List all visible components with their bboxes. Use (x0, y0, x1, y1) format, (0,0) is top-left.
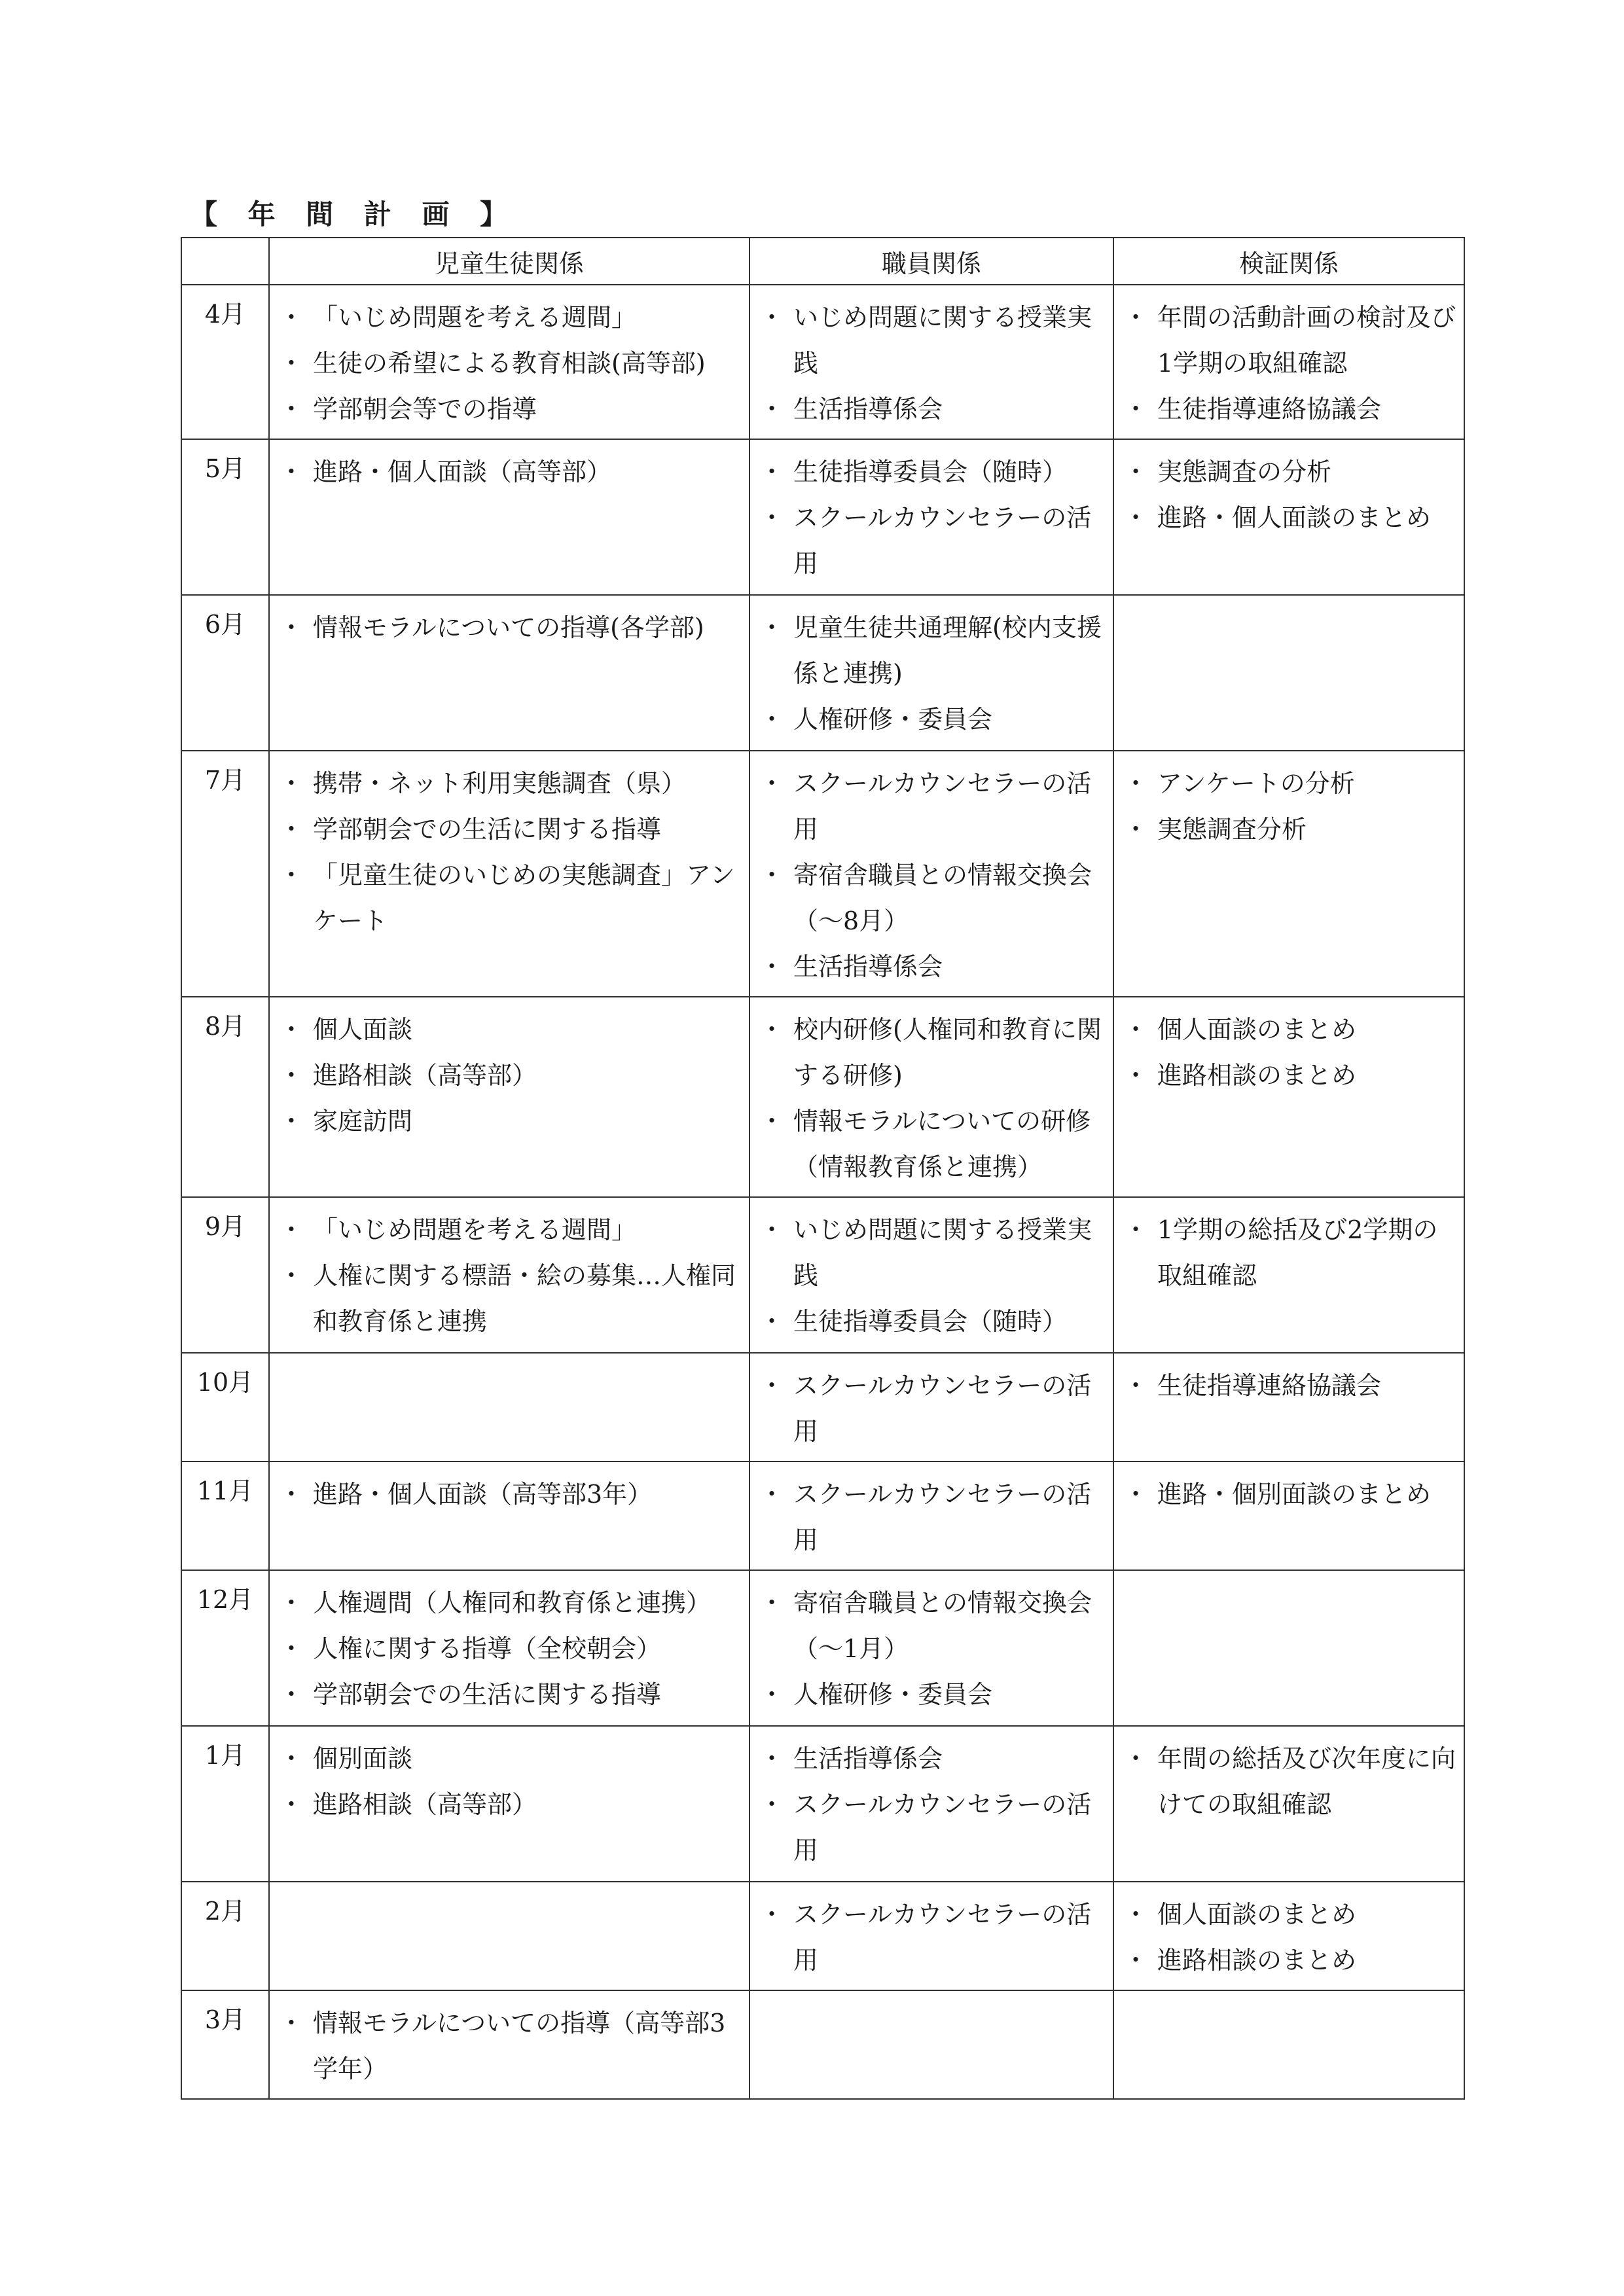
page-title: 【 年 間 計 画 】 (190, 198, 518, 230)
item-text: 進路・個人面談（高等部） (313, 457, 612, 486)
bullet-icon: ・ (279, 457, 304, 486)
bullet-icon: ・ (759, 1680, 785, 1709)
month-cell: 1月 (181, 1726, 269, 1882)
student-cell (269, 439, 749, 595)
bullet-icon: ・ (1123, 1946, 1149, 1975)
item-text: 学部朝会等での指導 (313, 395, 537, 423)
bullet-icon: ・ (759, 861, 785, 889)
item-text: 生徒指導連絡協議会 (1157, 1371, 1382, 1400)
student-cell (269, 1882, 749, 1990)
bullet-icon: ・ (759, 1588, 785, 1617)
bullet-icon: ・ (1123, 1744, 1149, 1773)
table-row (181, 285, 1464, 439)
list-item (759, 1471, 1109, 1563)
item-text: 進路相談（高等部） (313, 1061, 537, 1090)
staff-cell (749, 1882, 1113, 1990)
verify-cell (1113, 439, 1464, 595)
list-item (279, 1207, 745, 1253)
verify-cell (1113, 595, 1464, 751)
list-item (279, 449, 745, 495)
bullet-icon: ・ (279, 1215, 304, 1244)
bullet-icon: ・ (759, 1790, 785, 1819)
list-item (279, 1580, 745, 1626)
list-item (759, 1782, 1109, 1873)
student-cell (269, 1197, 749, 1353)
item-text: 生徒指導委員会（随時） (793, 1307, 1068, 1336)
verify-cell (1113, 1882, 1464, 1990)
bullet-icon: ・ (759, 303, 785, 332)
item-text: スクールカウンセラーの活用 (793, 1480, 1092, 1554)
bullet-icon: ・ (759, 1900, 785, 1929)
bullet-icon: ・ (279, 395, 304, 423)
student-list (279, 1471, 745, 1517)
list-item (1123, 806, 1460, 852)
bullet-icon: ・ (1123, 303, 1149, 332)
annual-plan-table (181, 237, 1465, 2100)
item-text: 人権に関する標語・絵の募集…人権同和教育係と連携 (313, 1261, 736, 1336)
list-item (279, 1782, 745, 1827)
item-text: 学部朝会での生活に関する指導 (313, 1680, 662, 1709)
table-row (181, 1990, 1464, 2099)
verify-cell (1113, 1462, 1464, 1570)
table-row (181, 1570, 1464, 1726)
table-row (181, 595, 1464, 751)
item-text: 生活指導係会 (793, 952, 943, 981)
list-item (279, 852, 745, 944)
list-item (759, 1892, 1109, 1983)
item-text: 「いじめ問題を考える週間」 (313, 303, 637, 332)
item-text: 実態調査の分析 (1157, 457, 1332, 486)
bullet-icon: ・ (279, 1015, 304, 1044)
bullet-icon: ・ (279, 613, 304, 642)
bullet-icon: ・ (279, 349, 304, 378)
item-text: 年間の総括及び次年度に向けての取組確認 (1157, 1744, 1456, 1819)
student-cell (269, 751, 749, 997)
bullet-icon: ・ (759, 1744, 785, 1773)
table-row (181, 1462, 1464, 1570)
verify-cell (1113, 1990, 1464, 2099)
month-cell: 6月 (181, 595, 269, 751)
verify-cell (1113, 1353, 1464, 1462)
verify-cell (1113, 1726, 1464, 1882)
list-item (1123, 761, 1460, 806)
verify-list (1123, 1471, 1460, 1517)
staff-cell (749, 1197, 1113, 1353)
header-row (181, 238, 1464, 285)
item-text: 生徒指導連絡協議会 (1157, 395, 1382, 423)
table-row (181, 997, 1464, 1197)
student-cell (269, 1726, 749, 1882)
list-item (279, 1471, 745, 1517)
list-item (759, 1098, 1109, 1190)
item-text: 寄宿舎職員との情報交換会（～1月） (793, 1588, 1092, 1663)
bullet-icon: ・ (279, 1107, 304, 1136)
list-item (759, 696, 1109, 742)
item-text: 進路・個人面談のまとめ (1157, 503, 1432, 532)
table-row (181, 439, 1464, 595)
list-item (1123, 1471, 1460, 1517)
month-cell: 2月 (181, 1882, 269, 1990)
item-text: スクールカウンセラーの活用 (793, 1790, 1092, 1865)
list-item (1123, 386, 1460, 432)
month-cell: 9月 (181, 1197, 269, 1353)
staff-list (759, 605, 1109, 742)
table-row (181, 1726, 1464, 1882)
bullet-icon: ・ (1123, 1371, 1149, 1400)
staff-list (759, 1736, 1109, 1873)
list-item (1123, 1937, 1460, 1983)
list-item (1123, 295, 1460, 386)
bullet-icon: ・ (279, 1480, 304, 1509)
header-student: 児童生徒関係 (269, 238, 749, 285)
item-text: 進路相談（高等部） (313, 1790, 537, 1819)
bullet-icon: ・ (279, 2009, 304, 2037)
list-item (279, 386, 745, 432)
bullet-icon: ・ (279, 815, 304, 844)
student-list (279, 1580, 745, 1717)
table-row (181, 1197, 1464, 1353)
staff-cell (749, 1726, 1113, 1882)
bullet-icon: ・ (279, 1588, 304, 1617)
staff-list (759, 1580, 1109, 1717)
bullet-icon: ・ (279, 1261, 304, 1290)
bullet-icon: ・ (759, 705, 785, 734)
list-item (279, 2000, 745, 2092)
list-item (279, 605, 745, 651)
table-row (181, 1882, 1464, 1990)
list-item (279, 340, 745, 386)
item-text: 個人面談のまとめ (1157, 1900, 1357, 1929)
month-cell: 4月 (181, 285, 269, 439)
verify-cell (1113, 285, 1464, 439)
list-item (279, 1736, 745, 1782)
staff-list (759, 1007, 1109, 1190)
item-text: 学部朝会での生活に関する指導 (313, 815, 662, 844)
item-text: 個人面談 (313, 1015, 413, 1044)
list-item (1123, 1052, 1460, 1098)
list-item (759, 605, 1109, 696)
student-cell (269, 1353, 749, 1462)
month-cell: 7月 (181, 751, 269, 997)
student-list (279, 2000, 745, 2092)
student-list (279, 295, 745, 432)
bullet-icon: ・ (759, 613, 785, 642)
verify-list (1123, 1363, 1460, 1408)
student-list (279, 605, 745, 651)
staff-cell (749, 751, 1113, 997)
student-list (279, 761, 745, 944)
month-cell: 11月 (181, 1462, 269, 1570)
item-text: いじめ問題に関する授業実践 (793, 303, 1092, 378)
bullet-icon: ・ (279, 1790, 304, 1819)
item-text: 寄宿舎職員との情報交換会（～8月） (793, 861, 1092, 935)
bullet-icon: ・ (759, 952, 785, 981)
month-cell: 10月 (181, 1353, 269, 1462)
list-item (759, 1007, 1109, 1098)
bullet-icon: ・ (759, 1307, 785, 1336)
verify-list (1123, 761, 1460, 852)
verify-list (1123, 1207, 1460, 1299)
item-text: 個人面談のまとめ (1157, 1015, 1357, 1044)
list-item (759, 944, 1109, 990)
bullet-icon: ・ (1123, 1215, 1149, 1244)
list-item (279, 1626, 745, 1672)
item-text: 情報モラルについての研修（情報教育係と連携） (793, 1107, 1091, 1181)
header-month (181, 238, 269, 285)
table-row (181, 1353, 1464, 1462)
verify-cell (1113, 751, 1464, 997)
bullet-icon: ・ (1123, 815, 1149, 844)
list-item (279, 1253, 745, 1344)
bullet-icon: ・ (1123, 395, 1149, 423)
item-text: 「いじめ問題を考える週間」 (313, 1215, 637, 1244)
item-text: 進路相談のまとめ (1157, 1061, 1357, 1090)
item-text: 情報モラルについての指導(各学部) (313, 613, 704, 642)
list-item (759, 852, 1109, 944)
item-text: 携帯・ネット利用実態調査（県） (313, 769, 687, 798)
list-item (759, 295, 1109, 386)
bullet-icon: ・ (279, 861, 304, 889)
staff-list (759, 1363, 1109, 1454)
item-text: 人権週間（人権同和教育係と連携） (313, 1588, 712, 1617)
item-text: 児童生徒共通理解(校内支援係と連携) (793, 613, 1102, 688)
item-text: 生活指導係会 (793, 395, 943, 423)
bullet-icon: ・ (759, 395, 785, 423)
list-item (759, 495, 1109, 586)
month-cell: 5月 (181, 439, 269, 595)
verify-list (1123, 1736, 1460, 1827)
bullet-icon: ・ (759, 1371, 785, 1400)
staff-cell (749, 439, 1113, 595)
staff-list (759, 295, 1109, 432)
verify-list (1123, 1892, 1460, 1983)
item-text: 年間の活動計画の検討及び1学期の取組確認 (1157, 303, 1456, 378)
bullet-icon: ・ (1123, 1480, 1149, 1509)
list-item (759, 1363, 1109, 1454)
plan-body (181, 285, 1464, 2099)
staff-cell (749, 1990, 1113, 2099)
staff-cell (749, 1353, 1113, 1462)
bullet-icon: ・ (759, 1215, 785, 1244)
student-cell (269, 1990, 749, 2099)
list-item (759, 449, 1109, 495)
list-item (1123, 449, 1460, 495)
item-text: 進路・個別面談のまとめ (1157, 1480, 1432, 1509)
bullet-icon: ・ (759, 1015, 785, 1044)
item-text: スクールカウンセラーの活用 (793, 1900, 1092, 1975)
item-text: 人権に関する指導（全校朝会） (313, 1634, 662, 1663)
item-text: 進路相談のまとめ (1157, 1946, 1357, 1975)
verify-cell (1113, 1570, 1464, 1726)
list-item (759, 1736, 1109, 1782)
item-text: 「児童生徒のいじめの実態調査」アンケート (313, 861, 735, 935)
list-item (1123, 1736, 1460, 1827)
verify-list (1123, 449, 1460, 541)
bullet-icon: ・ (1123, 769, 1149, 798)
item-text: 情報モラルについての指導（高等部3学年） (313, 2009, 726, 2083)
staff-list (759, 1471, 1109, 1563)
item-text: 人権研修・委員会 (793, 705, 993, 734)
verify-cell (1113, 1197, 1464, 1353)
student-list (279, 1007, 745, 1144)
bullet-icon: ・ (279, 1744, 304, 1773)
student-cell (269, 1570, 749, 1726)
header-staff: 職員関係 (749, 238, 1113, 285)
item-text: スクールカウンセラーの活用 (793, 1371, 1092, 1446)
bullet-icon: ・ (279, 1061, 304, 1090)
list-item (759, 1299, 1109, 1344)
list-item (759, 386, 1109, 432)
item-text: 生徒指導委員会（随時） (793, 457, 1068, 486)
list-item (279, 1672, 745, 1717)
staff-cell (749, 1570, 1113, 1726)
student-cell (269, 285, 749, 439)
list-item (759, 1672, 1109, 1717)
list-item (279, 761, 745, 806)
list-item (759, 1580, 1109, 1672)
verify-list (1123, 295, 1460, 432)
item-text: 生徒の希望による教育相談(高等部) (313, 349, 706, 378)
student-cell (269, 997, 749, 1197)
item-text: 家庭訪問 (313, 1107, 413, 1136)
bullet-icon: ・ (759, 769, 785, 798)
item-text: 進路・個人面談（高等部3年） (313, 1480, 653, 1509)
staff-list (759, 449, 1109, 586)
bullet-icon: ・ (279, 303, 304, 332)
item-text: 生活指導係会 (793, 1744, 943, 1773)
verify-list (1123, 1007, 1460, 1098)
item-text: いじめ問題に関する授業実践 (793, 1215, 1092, 1290)
bullet-icon: ・ (1123, 457, 1149, 486)
bullet-icon: ・ (279, 1680, 304, 1709)
item-text: アンケートの分析 (1157, 769, 1355, 798)
list-item (279, 1098, 745, 1144)
bullet-icon: ・ (1123, 503, 1149, 532)
item-text: スクールカウンセラーの活用 (793, 769, 1092, 844)
list-item (279, 1007, 745, 1052)
month-cell: 8月 (181, 997, 269, 1197)
item-text: 個別面談 (313, 1744, 413, 1773)
list-item (1123, 1892, 1460, 1937)
bullet-icon: ・ (279, 769, 304, 798)
bullet-icon: ・ (759, 457, 785, 486)
student-cell (269, 595, 749, 751)
staff-cell (749, 1462, 1113, 1570)
item-text: 実態調査分析 (1157, 815, 1307, 844)
student-cell (269, 1462, 749, 1570)
item-text: 1学期の総括及び2学期の取組確認 (1157, 1215, 1438, 1290)
month-cell: 12月 (181, 1570, 269, 1726)
month-cell: 3月 (181, 1990, 269, 2099)
staff-list (759, 1207, 1109, 1344)
bullet-icon: ・ (759, 1480, 785, 1509)
list-item (279, 806, 745, 852)
list-item (1123, 1207, 1460, 1299)
bullet-icon: ・ (759, 503, 785, 532)
student-list (279, 1736, 745, 1827)
bullet-icon: ・ (1123, 1900, 1149, 1929)
list-item (1123, 495, 1460, 541)
item-text: 人権研修・委員会 (793, 1680, 993, 1709)
staff-list (759, 1892, 1109, 1983)
list-item (1123, 1363, 1460, 1408)
table-row (181, 751, 1464, 997)
staff-cell (749, 595, 1113, 751)
staff-cell (749, 285, 1113, 439)
list-item (1123, 1007, 1460, 1052)
list-item (279, 1052, 745, 1098)
student-list (279, 449, 745, 495)
header-verify: 検証関係 (1113, 238, 1464, 285)
item-text: 校内研修(人権同和教育に関する研修) (793, 1015, 1102, 1090)
bullet-icon: ・ (1123, 1015, 1149, 1044)
staff-list (759, 761, 1109, 990)
student-list (279, 1207, 745, 1344)
bullet-icon: ・ (1123, 1061, 1149, 1090)
bullet-icon: ・ (279, 1634, 304, 1663)
list-item (279, 295, 745, 340)
item-text: スクールカウンセラーの活用 (793, 503, 1092, 578)
list-item (759, 1207, 1109, 1299)
verify-cell (1113, 997, 1464, 1197)
bullet-icon: ・ (759, 1107, 785, 1136)
list-item (759, 761, 1109, 852)
staff-cell (749, 997, 1113, 1197)
